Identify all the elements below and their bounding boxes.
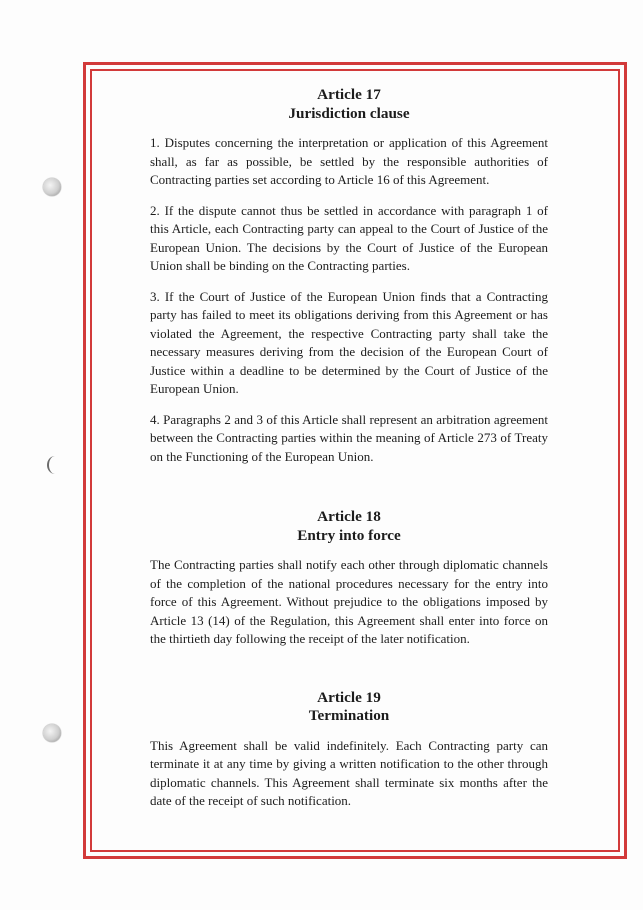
article-paragraph: 2. If the dispute cannot thus be settled in accordance with paragraph 1 of this Article, each Contracting party can appeal to the Court of Justice of the European Union. The decisions by the Court of Justice of the European Union shall be binding on the Contracting parties. [150, 202, 548, 273]
article-18 [150, 508, 548, 649]
punch-hole-icon [43, 178, 61, 196]
article-paragraph: The Contracting parties shall notify each other through diplomatic channels of the completion of the national procedures necessary for the entry into force of this Agreement. Without prejudice to the obligations imposed by Article 13 (14) of the Regulation, this Agreement shall enter into force on the thirtieth day following the receipt of the later notification. [150, 557, 548, 646]
article-paragraph: This Agreement shall be valid indefinitely. Each Contracting party can terminate it at any time by giving a written notification to the other through diplomatic channels. This Agreement shall terminate six months after the date of the receipt of such notification. [150, 737, 548, 808]
punch-hole-icon [47, 456, 63, 474]
article-title: Termination [308, 707, 390, 724]
article-paragraph: 4. Paragraphs 2 and 3 of this Article shall represent an arbitration agreement between the Contracting parties within the meaning of Article 273 of Treaty on the Functioning of the European Union. [150, 411, 548, 464]
document-body [150, 86, 548, 823]
article-number: Article 19 [317, 688, 381, 706]
article-paragraph: 3. If the Court of Justice of the European Union finds that a Contracting party has failed to meet its obligations deriving from this Agreement or has violated the Agreement, the respective Contracting party shall take the necessary measures deriving from the decision of the European Court of Justice within a deadline to be determined by the Court of Justice of the European Union. [150, 288, 548, 396]
article-17 [150, 86, 548, 466]
article-number: Article 17 [317, 86, 381, 103]
article-19 [150, 689, 548, 811]
article-paragraph: 1. Disputes concerning the interpretation or application of this Agreement shall, as far as possible, be settled by the responsible authorities of Contracting parties set according to Article 16 of this Agreement. [150, 135, 548, 187]
article-title: Entry into force [297, 526, 401, 544]
article-title: Jurisdiction clause [288, 104, 410, 122]
article-number: Article 18 [317, 508, 381, 525]
punch-hole-icon [43, 724, 61, 742]
